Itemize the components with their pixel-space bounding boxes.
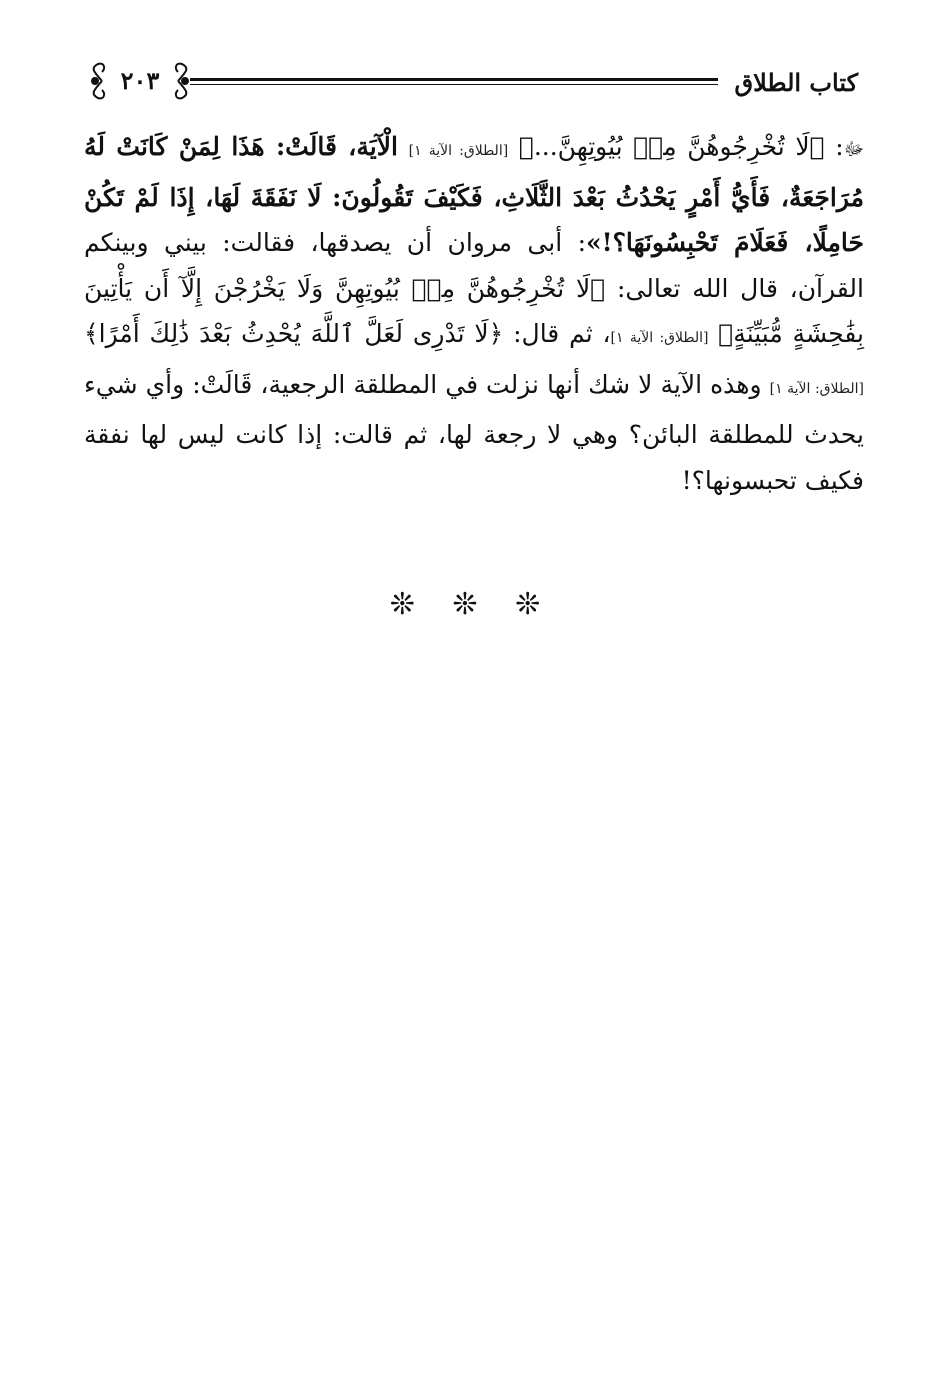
page-number: ٢٠٣ — [120, 66, 160, 95]
verse-quote-3: ﴿لَا تَدْرِى لَعَلَّ ٱللَّهَ يُحْدِثُ بَعْدَ ذَٰلِكَ أَمْرًا﴾ — [84, 319, 504, 348]
colon-text: : — [824, 132, 844, 161]
page-header — [88, 58, 858, 108]
book-title: كتاب الطلاق — [734, 68, 858, 97]
section-separator: ❊ ❊ ❊ — [389, 587, 555, 622]
verse-quote-1: ﴿لَا تُخْرِجُوهُنَّ مِنۢ بُيُوتِهِنَّ...﴾ — [518, 132, 825, 161]
narration-text-1: : أبى مروان أن يصدقها، فقالت: بيني وبينكم القرآن، قال الله تعالى: — [84, 228, 864, 303]
verse-reference-1: [الطلاق: الآية ١] — [408, 143, 509, 159]
aisha-quote: الْآيَة، قَالَتْ: هَذَا لِمَنْ كَانَتْ لَهُ مُرَاجَعَةٌ، فَأَيُّ أَمْرٍ يَحْدُثُ بَعْدَ الثَّلَاثِ، فَكَيْفَ تَقُولُونَ: لَا نَفَقَةَ لَهَا، إِذَا لَمْ تَكُنْ حَامِلًا، فَعَلَامَ تَحْبِسُونَهَا؟!» — [84, 132, 864, 257]
verse-reference-3: [الطلاق: الآية ١] — [769, 380, 864, 397]
header-rule — [190, 78, 718, 85]
page-number-frame — [88, 58, 192, 104]
verse-quote-2: ﴿لَا تُخْرِجُوهُنَّ مِنۢ بُيُوتِهِنَّ وَلَا يَخْرُجْنَ إِلَّآ أَن يَأْتِينَ بِفَٰحِشَةٍ مُّبَيِّنَةٍ﴾ — [84, 273, 864, 348]
narration-text-2: ، ثم قال: — [503, 319, 611, 348]
honorific-text: ﷻ — [843, 139, 865, 160]
body-paragraph — [84, 124, 864, 503]
verse-reference-2: [الطلاق: الآية ١] — [610, 330, 709, 346]
narration-text-3: وهذه الآية لا شك أنها نزلت في المطلقة الرجعية، قَالَتْ: وأي شيء يحدث للمطلقة البائن؟ وهي لا رجعة لها، ثم قالت: إذا كانت ليس لها نفقة فكيف تحبسونها؟! — [84, 369, 864, 495]
